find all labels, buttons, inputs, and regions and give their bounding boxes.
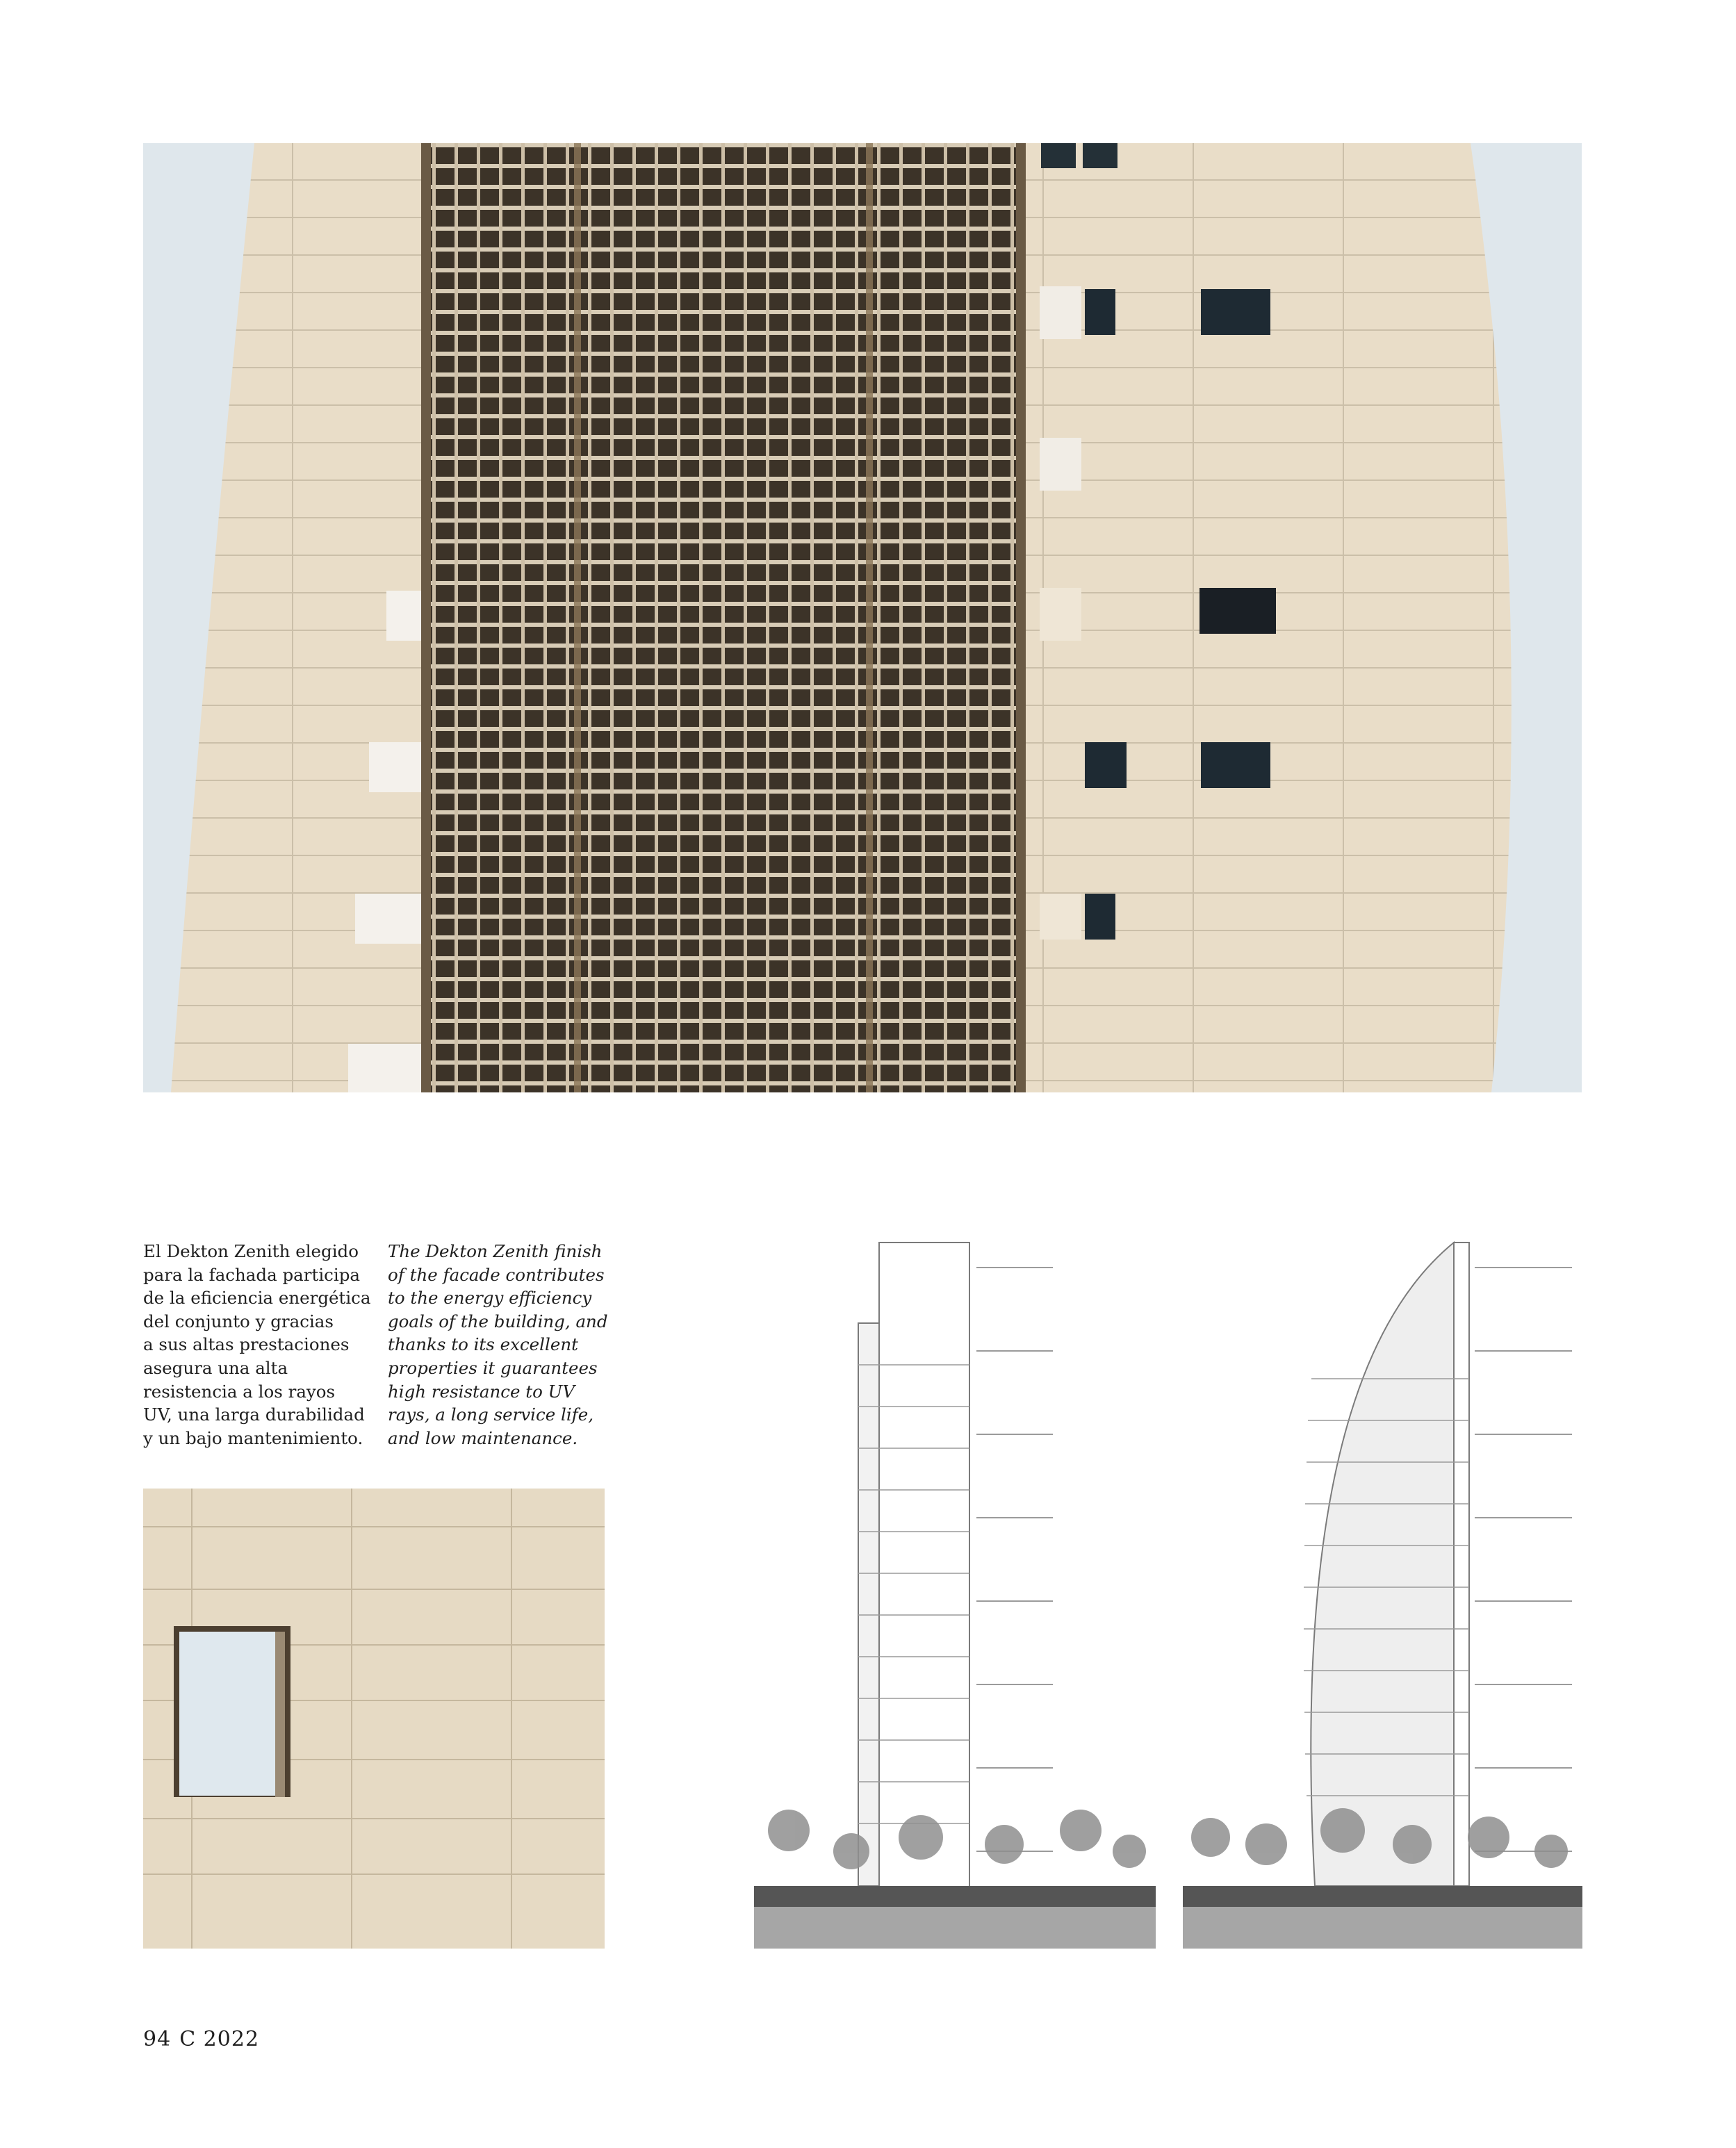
magazine-name: C 2022: [179, 2027, 260, 2051]
elevation-drawing-front: [1183, 1240, 1582, 1949]
caption-line: of the facade contributes: [388, 1264, 605, 1285]
caption-line: to the energy efficiency: [388, 1288, 592, 1309]
caption-line: resistencia a los rayos: [143, 1381, 336, 1402]
caption-line: y un bajo mantenimiento.: [143, 1427, 363, 1448]
caption-line: para la fachada participa: [143, 1264, 361, 1285]
caption-line: rays, a long service life,: [388, 1404, 594, 1425]
page-number: 94: [143, 2027, 172, 2051]
caption-line: and low maintenance.: [388, 1427, 578, 1448]
caption-line: UV, una larga durabilidad: [143, 1404, 365, 1425]
caption-line: del conjunto y gracias: [143, 1311, 334, 1331]
page-folio: [143, 2027, 268, 2051]
caption-line: asegura una alta: [143, 1357, 288, 1378]
caption-line: El Dekton Zenith elegido: [143, 1241, 359, 1261]
caption-line: goals of the building, and: [388, 1311, 608, 1331]
caption-line: a sus altas prestaciones: [143, 1334, 350, 1355]
facade-photo: [143, 143, 1582, 1092]
caption-line: high resistance to UV: [388, 1381, 575, 1402]
caption-english: [388, 1240, 624, 1450]
elevation-drawing-side: [754, 1240, 1156, 1949]
caption-spanish: [143, 1240, 372, 1450]
caption-line: de la eficiencia energética: [143, 1288, 371, 1309]
facade-detail-photo: [143, 1489, 605, 1949]
caption-line: properties it guarantees: [388, 1357, 598, 1378]
caption-line: thanks to its excellent: [388, 1334, 578, 1355]
caption-line: The Dekton Zenith finish: [388, 1241, 603, 1261]
